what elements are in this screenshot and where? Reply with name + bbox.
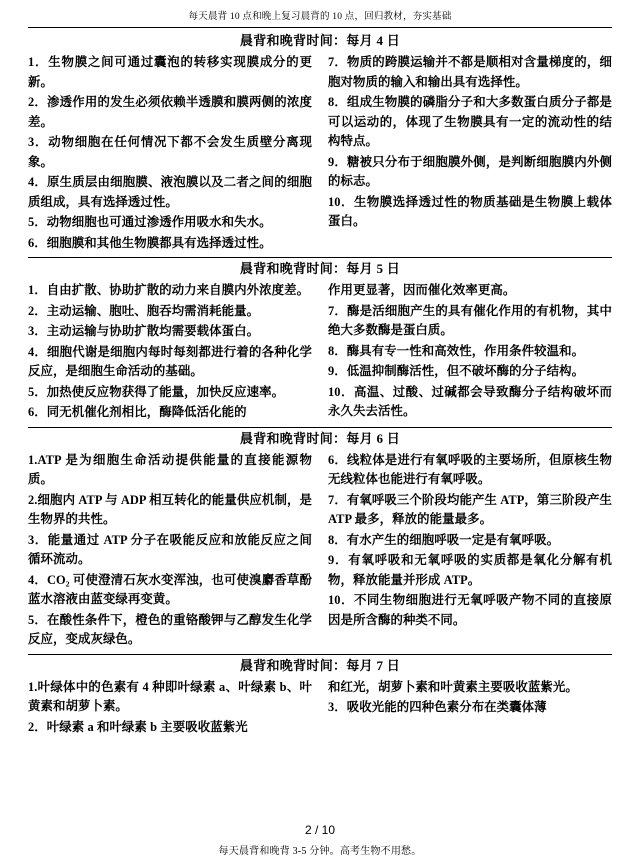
header-rule <box>28 27 612 28</box>
section-left-column <box>28 53 320 254</box>
list-item: 2．渗透作用的发生必须依赖半透膜和膜两侧的浓度差。 <box>28 95 312 129</box>
section-columns <box>28 451 612 651</box>
list-item-continuation: 作用更显著，因而催化效率更高。 <box>328 283 516 297</box>
list-item: 7．物质的跨膜运输并不都是顺相对含量梯度的，细胞对物质的输入和输出具有选择性。 <box>328 55 612 89</box>
list-item: 6．线粒体是进行有氧呼吸的主要场所，但原核生物无线粒体也能进行有氧呼吸。 <box>328 452 612 486</box>
section-right-column <box>320 281 612 424</box>
list-item: 9．有氧呼吸和无氧呼吸的实质都是氧化分解有机物，释放能量并形成 ATP。 <box>328 553 612 587</box>
section-right-column <box>320 53 612 254</box>
list-item-continuation: 和红光，胡萝卜素和叶黄素主要吸收蓝紫光。 <box>328 679 578 694</box>
section-columns <box>28 53 612 254</box>
list-item: 7．酶是活细胞产生的具有催化作用的有机物，其中绝大多数酶是蛋白质。 <box>328 303 612 337</box>
section-left-column <box>28 451 320 651</box>
list-item: 4．CO₂ 可使澄清石灰水变浑浊，也可使溴麝香草酚蓝水溶液由蓝变绿再变黄。 <box>28 572 312 606</box>
list-item: 4．细胞代谢是细胞内每时每刻都进行着的各种化学反应，是细胞生命活动的基础。 <box>28 344 312 378</box>
list-item: 8．酶具有专一性和高效性，作用条件较温和。 <box>328 343 585 358</box>
list-item: 2．主动运输、胞吐、胞吞均需消耗能量。 <box>28 303 260 318</box>
list-item: 6．同无机催化剂相比，酶降低活化能的 <box>28 405 247 419</box>
section-block <box>28 657 612 739</box>
list-item: 6．细胞膜和其他生物膜都具有选择透过性。 <box>28 235 272 250</box>
list-item: 10．不同生物细胞进行无氧呼吸产物不同的直接原因是所含酶的种类不同。 <box>328 593 612 627</box>
page-footer: 每天晨背和晚背 3-5 分钟。高考生物不用愁。 <box>218 846 422 857</box>
section-columns <box>28 281 612 424</box>
list-item: 1.ATP 是为细胞生命活动提供能量的直接能源物质。 <box>28 452 312 486</box>
list-item: 5．在酸性条件下，橙色的重铬酸钾与乙醇发生化学反应，变成灰绿色。 <box>28 612 312 646</box>
list-item: 1.叶绿体中的色素有 4 种即叶绿素 a、叶绿素 b、叶黄素和胡萝卜素。 <box>28 679 312 713</box>
list-item: 2．叶绿素 a 和叶绿素 b 主要吸收蓝紫光 <box>28 719 248 734</box>
section-title: 晨背和晚背时间：每月 4 日 <box>239 33 401 48</box>
section-left-column <box>28 281 320 424</box>
section-title: 晨背和晚背时间：每月 7 日 <box>239 657 401 673</box>
section-divider <box>28 654 612 655</box>
section-divider <box>28 257 612 258</box>
section-block <box>28 32 612 254</box>
list-item: 9．糖被只分布于细胞膜外侧，是判断细胞膜内外侧的标志。 <box>328 154 612 188</box>
section-title: 晨背和晚背时间：每月 6 日 <box>239 430 401 446</box>
list-item: 5．加热使反应物获得了能量，加快反应速率。 <box>28 384 285 399</box>
section-columns <box>28 678 612 739</box>
section-title: 晨背和晚背时间：每月 5 日 <box>239 261 401 276</box>
list-item: 5．动物细胞也可通过渗透作用吸水和失水。 <box>28 215 272 229</box>
list-item: 1．生物膜之间可通过囊泡的转移实现膜成分的更新。 <box>28 55 312 89</box>
page-number: 2 / 10 <box>304 823 336 837</box>
list-item: 4．原生质层由细胞膜、液泡膜以及二者之间的细胞质组成，具有选择透过性。 <box>28 175 312 209</box>
list-item: 3．能量通过 ATP 分子在吸能反应和放能反应之间循环流动。 <box>28 532 312 566</box>
list-item: 10．高温、过酸、过碱都会导致酶分子结构破坏而永久失去活性。 <box>328 384 612 418</box>
section-block <box>28 430 612 651</box>
section-right-column <box>320 451 612 651</box>
page-header: 每天晨背 10 点和晚上复习晨背的 10 点，回归教材，夯实基础 <box>188 12 452 22</box>
list-item: 8．有水产生的细胞呼吸一定是有氧呼吸。 <box>328 532 560 547</box>
section-divider <box>28 427 612 428</box>
list-item: 3．主动运输与协助扩散均需要载体蛋白。 <box>28 324 260 338</box>
list-item: 1．自由扩散、协助扩散的动力来自膜内外浓度差。 <box>28 283 310 297</box>
list-item: 3．动物细胞在任何情况下都不会发生质壁分离现象。 <box>28 135 312 169</box>
list-item: 9．低温抑制酶活性，但不破坏酶的分子结构。 <box>328 364 585 378</box>
list-item: 10．生物膜选择透过性的物质基础是生物膜上载体蛋白。 <box>328 194 612 228</box>
list-item: 7．有氧呼吸三个阶段均能产生 ATP，第三阶段产生 ATP 最多，释放的能量最多。 <box>328 492 612 526</box>
list-item: 2.细胞内 ATP 与 ADP 相互转化的能量供应机制，是生物界的共性。 <box>28 492 312 526</box>
list-item: 8．组成生物膜的磷脂分子和大多数蛋白质分子都是可以运动的，体现了生物膜具有一定的流动性的结构特点。 <box>328 95 612 148</box>
list-item: 3．吸收光能的四种色素分布在类囊体薄 <box>328 700 547 714</box>
section-left-column <box>28 678 320 739</box>
section-right-column <box>320 678 612 739</box>
section-block <box>28 260 612 424</box>
